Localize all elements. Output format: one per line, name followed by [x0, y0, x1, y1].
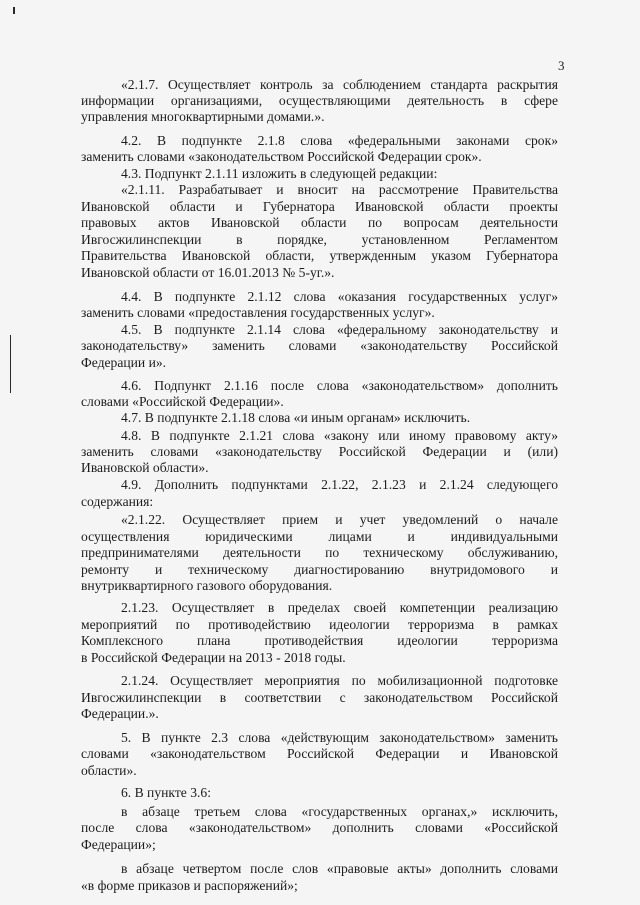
- text-line: Ивановской области».: [81, 460, 209, 475]
- text-line: законодательству» заменить словами «законодательству Российской: [81, 338, 558, 353]
- text-line: 4.8. В подпункте 2.1.21 слова «закону или иному правовому акту»: [121, 428, 558, 443]
- text-line: заменить словами «законодательству Российской Федерации и (или): [81, 444, 558, 459]
- text-line: предпринимателями деятельности по техническому обслуживанию,: [81, 545, 558, 560]
- scan-mark-top-left: [13, 7, 15, 14]
- text-line: Правительства Ивановской области, утвержденным указом Губернатора: [81, 248, 558, 263]
- text-line: Ивгосжилинспекции в соответствии с законодательством Российской: [81, 690, 558, 705]
- text-line: 4.4. В подпункте 2.1.12 слова «оказания государственных услуг»: [121, 289, 558, 304]
- text-line: Ивановской области от 16.01.2013 № 5-уг.».: [81, 265, 335, 280]
- text-line: «2.1.22. Осуществляет прием и учет уведомлений о начале: [121, 512, 558, 527]
- text-line: «2.1.11. Разрабатывает и вносит на рассмотрение Правительства: [121, 182, 558, 197]
- text-line: заменить словами «законодательством Российской Федерации срок».: [81, 149, 482, 164]
- text-line: осуществления юридическими лицами и индивидуальными: [81, 529, 558, 544]
- text-line: в абзаце третьем слова «государственных органах,» исключить,: [121, 804, 558, 819]
- text-line: в абзаце четвертом после слов «правовые акты» дополнить словами: [121, 861, 558, 876]
- scan-mark-left-margin: [10, 335, 11, 393]
- text-line: после слова «законодательством» дополнить словами «Российской: [81, 820, 558, 835]
- text-line: ремонту и техническому диагностированию внутридомового и: [81, 562, 558, 577]
- text-line: 4.7. В подпункте 2.1.18 слова «и иным органам» исключить.: [121, 410, 471, 425]
- text-line: Федерации и».: [81, 355, 167, 370]
- text-line: правовых актов Ивановской области по вопросам деятельности: [81, 215, 558, 230]
- text-line: Ивгосжилинспекции в порядке, установленном Регламентом: [81, 232, 558, 247]
- text-line: содержания:: [81, 494, 154, 509]
- text-line: 2.1.23. Осуществляет в пределах своей компетенции реализацию: [121, 600, 558, 615]
- text-line: 5. В пункте 2.3 слова «действующим законодательством» заменить: [121, 730, 558, 745]
- text-line: заменить словами «предоставления государственных услуг».: [81, 305, 435, 320]
- text-line: внутриквартирного газового оборудования.: [81, 578, 333, 593]
- text-line: «в форме приказов и распоряжений»;: [81, 878, 298, 893]
- text-line: 6. В пункте 3.6:: [121, 785, 211, 800]
- text-line: области».: [81, 763, 137, 778]
- text-line: мероприятий по противодействию идеологии терроризма в рамках: [81, 617, 558, 632]
- text-line: Комплексного плана противодействия идеологии терроризма: [81, 633, 558, 648]
- text-line: 4.2. В подпункте 2.1.8 слова «федеральными законами срок»: [121, 133, 558, 148]
- text-line: «2.1.7. Осуществляет контроль за соблюдением стандарта раскрытия: [121, 77, 558, 92]
- text-line: информации организациями, осуществляющими деятельность в сфере: [81, 93, 558, 108]
- text-line: управления многоквартирными домами.».: [81, 109, 325, 124]
- text-line: 2.1.24. Осуществляет мероприятия по мобилизационной подготовке: [121, 673, 558, 688]
- text-line: Ивановской области и Губернатора Ивановской области проекты: [81, 199, 558, 214]
- text-line: Федерации.».: [81, 706, 159, 721]
- text-line: словами «Российской Федерации».: [81, 394, 284, 409]
- text-line: словами «законодательством Российской Федерации и Ивановской: [81, 746, 558, 761]
- text-line: 4.5. В подпункте 2.1.14 слова «федеральному законодательству и: [121, 322, 558, 337]
- page-number: 3: [558, 58, 565, 73]
- text-line: 4.9. Дополнить подпунктами 2.1.22, 2.1.23 и 2.1.24 следующего: [121, 477, 558, 492]
- text-line: в Российской Федерации на 2013 - 2018 годы.: [81, 650, 346, 665]
- text-line: 4.6. Подпункт 2.1.16 после слова «законодательством» дополнить: [121, 378, 558, 393]
- text-line: 4.3. Подпункт 2.1.11 изложить в следующей редакции:: [121, 166, 438, 181]
- text-line: Федерации»;: [81, 837, 156, 852]
